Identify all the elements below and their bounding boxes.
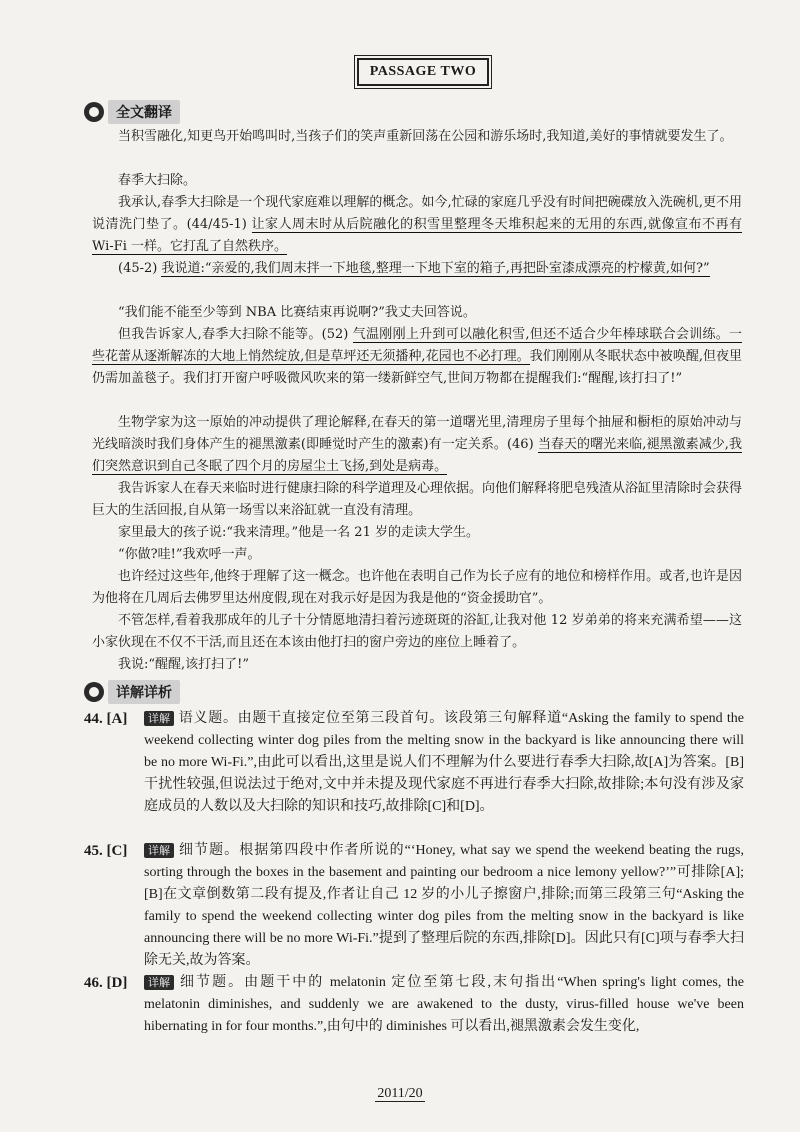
question-45 [84,840,744,972]
underlined-sentence-46: 当春天的曙光来临,褪黑激素减少,我们突然意识到自己冬眠了四个月的房屋尘土飞扬,到处是病毒。 [92,437,742,474]
explanation [144,708,744,818]
answer-key: 46. [D] [84,975,128,991]
explanation [144,840,744,972]
detail-badge: 详解 [144,975,174,990]
circle-bullet-icon [84,102,104,122]
paragraph-1: 当积雪融化,知更鸟开始鸣叫时,当孩子们的笑声重新回荡在公园和游乐场时,我知道,美好的事情就要发生了。 [118,129,733,144]
paragraph-10: “你做?哇!”我欢呼一声。 [118,547,261,562]
answer-key: 44. [A] [84,711,128,727]
paragraph-6-text: 但我告诉家人,春季大扫除不能等。(52) [118,327,353,342]
paragraph-6-rest: 我们刚刚从冬眠状态中被唤醒,但夜里仍需加盖毯子。我们打开窗户呼吸微风吹来的第一缕新鲜空气,世间万物都在提醒我们:“醒醒,该打扫了!” [92,349,743,386]
paragraph-8: 我告诉家人在春天来临时进行健康扫除的科学道理及心理依据。向他们解释将肥皂残渣从浴缸里清除时会获得巨大的生活回报,自从第一场雪以来浴缸就一直没有清理。 [92,481,743,518]
paragraph-9: 家里最大的孩子说:“我来清理。”他是一名 21 岁的走读大学生。 [118,525,479,540]
paragraph-6 [92,324,742,390]
explanation [144,972,744,1038]
paragraph-3 [92,192,742,258]
section-header-analysis [84,680,180,704]
paragraph-7 [92,412,742,478]
paragraph-2: 春季大扫除。 [118,173,197,188]
paragraph-13: 我说:“醒醒,该打扫了!” [118,657,250,672]
paragraph-3-text: 我承认,春季大扫除是一个现代家庭难以理解的概念。如今,忙碌的家庭几乎没有时间把碗碟放入洗碗机,更不用说清洗门垫了。(44/45-1) [92,195,742,232]
paragraph-4-marker: (45-2) [118,261,162,276]
question-44 [84,708,744,818]
section-label: 详解详析 [108,680,180,704]
explanation-text: 语义题。由题干直接定位至第三段首句。该段第三句解释道“Asking the family to spend the weekend collecting winter dog piles from the melting snow in the backyard is like announcing there will be no more Wi-Fi.”,由此可以看出,这里是说人们不理解为什么要进行春季大扫除,故[A]为答案。[B]干扰性较强,但说法过于绝对,文中并未提及现代家庭不再进行春季大扫除,故排除;本句没有涉及家庭成员的人数以及大扫除的知识和技巧,故排除[C]和[D]。 [144,711,744,814]
underlined-sentence-52: 气温刚刚上升到可以融化积雪,但还不适合少年棒球联合会训练。一些花蕾从逐渐解冻的大地上悄然绽放,但是草坪还无须播种,花园也不必打理。 [92,327,743,364]
page-footer [0,1086,800,1102]
answer-key: 45. [C] [84,843,128,859]
page-number: 2011/20 [377,1086,423,1101]
explanation-text: 细节题。根据第四段中作者所说的“‘Honey, what say we spend the weekend beating the rugs, sorting through the boxes in the basement and painting our bedroom a nice lemony yellow?’”可排除[A];[B]在文章倒数第二段有提及,作者让自己 12 岁的小儿子擦窗户,排除;而第三段第三句“Asking the family to spend the weekend collecting winter dog piles from the melting snow in the backyard is like announcing there will be no more Wi-Fi.”提到了整理后院的东西,排除[D]。因此只有[C]项与春季大扫除无关,故为答案。 [144,843,744,968]
paragraph-12: 不管怎样,看着我那成年的儿子十分情愿地清扫着污迹斑斑的浴缸,让我对他 12 岁弟弟的将来充满希望——这小家伙现在不仅不干活,而且还在本该由他打扫的窗户旁边的座位上睡着了。 [92,613,742,650]
paragraph-5: “我们能不能至少等到 NBA 比赛结束再说啊?”我丈夫回答说。 [118,305,476,320]
section-header-translation [84,100,180,124]
section-label: 全文翻译 [108,100,180,124]
paragraph-4 [92,258,742,280]
explanation-text: 细节题。由题干中的 melatonin 定位至第七段,末句指出“When spring's light comes, the melatonin diminishes, and suddenly we are awakened to the dusty, virus-filled house we've been hibernating in for four months.”,由句中的 diminishes 可以看出,褪黑激素会发生变化, [144,975,744,1034]
passage-title: PASSAGE TWO [357,58,489,86]
detail-badge: 详解 [144,711,174,726]
underlined-sentence-45-2: 我说道:“亲爱的,我们周末拌一下地毯,整理一下地下室的箱子,再把卧室漆成漂亮的柠檬黄,如何?” [161,261,710,276]
paragraph-7-text: 生物学家为这一原始的冲动提供了理论解释,在春天的第一道曙光里,清理房子里每个抽屉和橱柜的原始冲动与光线暗淡时我们身体产生的褪黑激素(即睡觉时产生的激素)有一定关系。(46) [92,415,742,452]
detail-badge: 详解 [144,843,174,858]
question-46 [84,972,744,1038]
paragraph-11: 也许经过这些年,他终于理解了这一概念。也许他在表明自己作为长子应有的地位和榜样作用。或者,也许是因为他将在几周后去佛罗里达州度假,现在对我示好是因为我是他的“资金援助官”。 [92,569,742,606]
circle-bullet-icon [84,682,104,702]
underlined-sentence-44-45: 让家人周末时从后院融化的积雪里整理冬天堆积起来的无用的东西,就像宣布不再有 Wi-Fi 一样。它打乱了自然秩序。 [92,217,743,254]
